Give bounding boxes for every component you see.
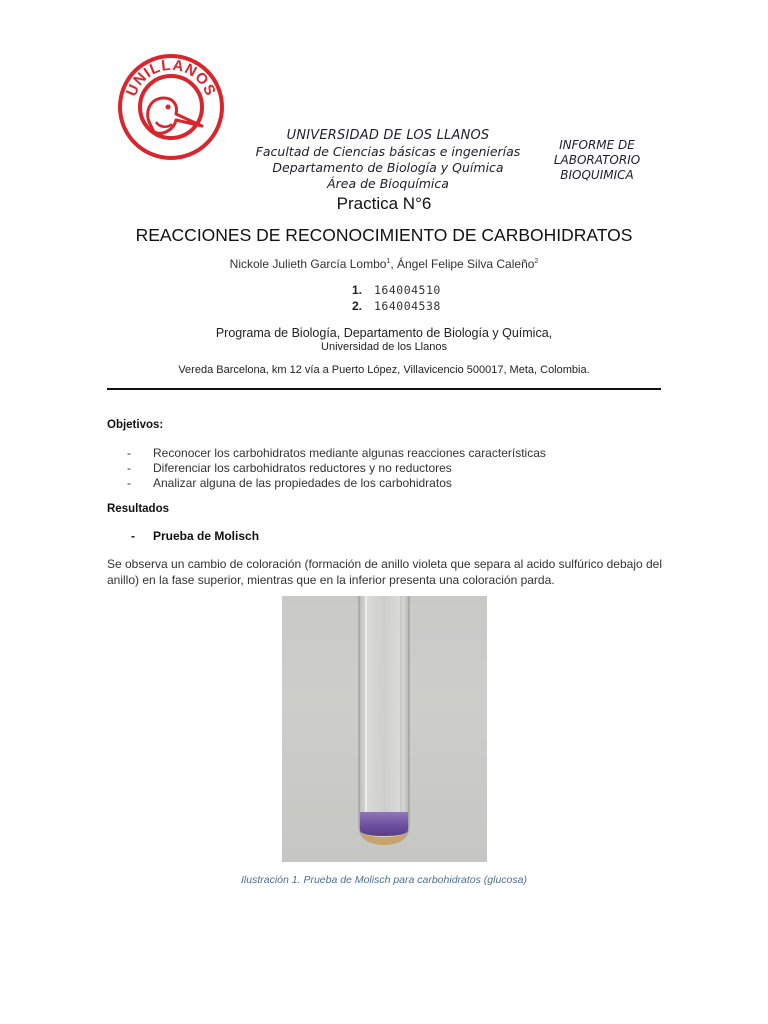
university-name: UNIVERSIDAD DE LOS LLANOS	[286, 128, 490, 143]
test-tube-photo	[282, 596, 487, 862]
molisch-subheading	[131, 529, 259, 543]
objectives-heading: Objetivos:	[107, 419, 164, 431]
affiliation-university: Universidad de los Llanos	[321, 341, 447, 353]
author-name: Nickole Julieth García Lombo	[229, 257, 387, 271]
practice-number: Practica N°6	[336, 194, 432, 213]
id-value: 164004538	[374, 299, 441, 313]
authors-line	[0, 257, 768, 271]
author-name: Ángel Felipe Silva Caleño	[397, 257, 535, 271]
objective-text: Diferenciar los carbohidratos reductores y no reductores	[153, 461, 452, 475]
figure-caption: Ilustración 1. Prueba de Molisch para carbohidratos (glucosa)	[241, 874, 527, 886]
results-paragraph: Se observa un cambio de coloración (formación de anillo violeta que separa al acido sulfúrico debajo del anillo) en la fase superior, mientras que en la inferior presenta una coloración parda.	[107, 557, 662, 587]
department-name: Departamento de Biología y Química	[272, 160, 504, 175]
results-heading: Resultados	[107, 503, 169, 515]
objective-item	[127, 461, 452, 475]
dash-marker: -	[127, 446, 131, 460]
logo-text: UNILLANOS	[122, 56, 220, 99]
report-type	[542, 138, 652, 183]
test-tube-drawing	[282, 596, 487, 862]
id-value: 164004510	[374, 283, 441, 297]
report-type-line: LABORATORIO	[553, 153, 641, 167]
affiliation-address: Vereda Barcelona, km 12 vía a Puerto López, Villavicencio 500017, Meta, Colombia.	[178, 364, 590, 376]
student-id-row	[352, 299, 441, 313]
report-type-line: BIOQUIMICA	[560, 168, 634, 182]
dash-marker: -	[127, 476, 131, 490]
id-number: 1.	[352, 283, 363, 297]
institution-header	[238, 128, 538, 192]
unillanos-logo	[116, 52, 226, 162]
id-number: 2.	[352, 299, 363, 313]
dash-marker: -	[127, 461, 131, 475]
author-separator: ,	[390, 257, 397, 271]
objective-text: Analizar alguna de las propiedades de los carbohidratos	[153, 476, 452, 490]
faculty-name: Facultad de Ciencias básicas e ingenierías	[255, 144, 521, 159]
objective-item	[127, 476, 452, 490]
student-id-row	[352, 283, 441, 297]
author-superscript: 1	[386, 258, 391, 265]
report-title: REACCIONES DE RECONOCIMIENTO DE CARBOHIDRATOS	[135, 225, 633, 245]
affiliation-program: Programa de Biología, Departamento de Biología y Química,	[215, 326, 553, 340]
subheading-text: Prueba de Molisch	[153, 529, 260, 543]
horizontal-divider	[107, 388, 661, 390]
report-type-line: INFORME DE	[559, 138, 635, 152]
objective-item	[127, 446, 546, 460]
author-superscript: 2	[534, 258, 539, 265]
dash-marker: -	[131, 529, 135, 543]
area-name: Área de Bioquímica	[327, 176, 449, 191]
objective-text: Reconocer los carbohidratos mediante algunas reacciones características	[153, 446, 546, 460]
